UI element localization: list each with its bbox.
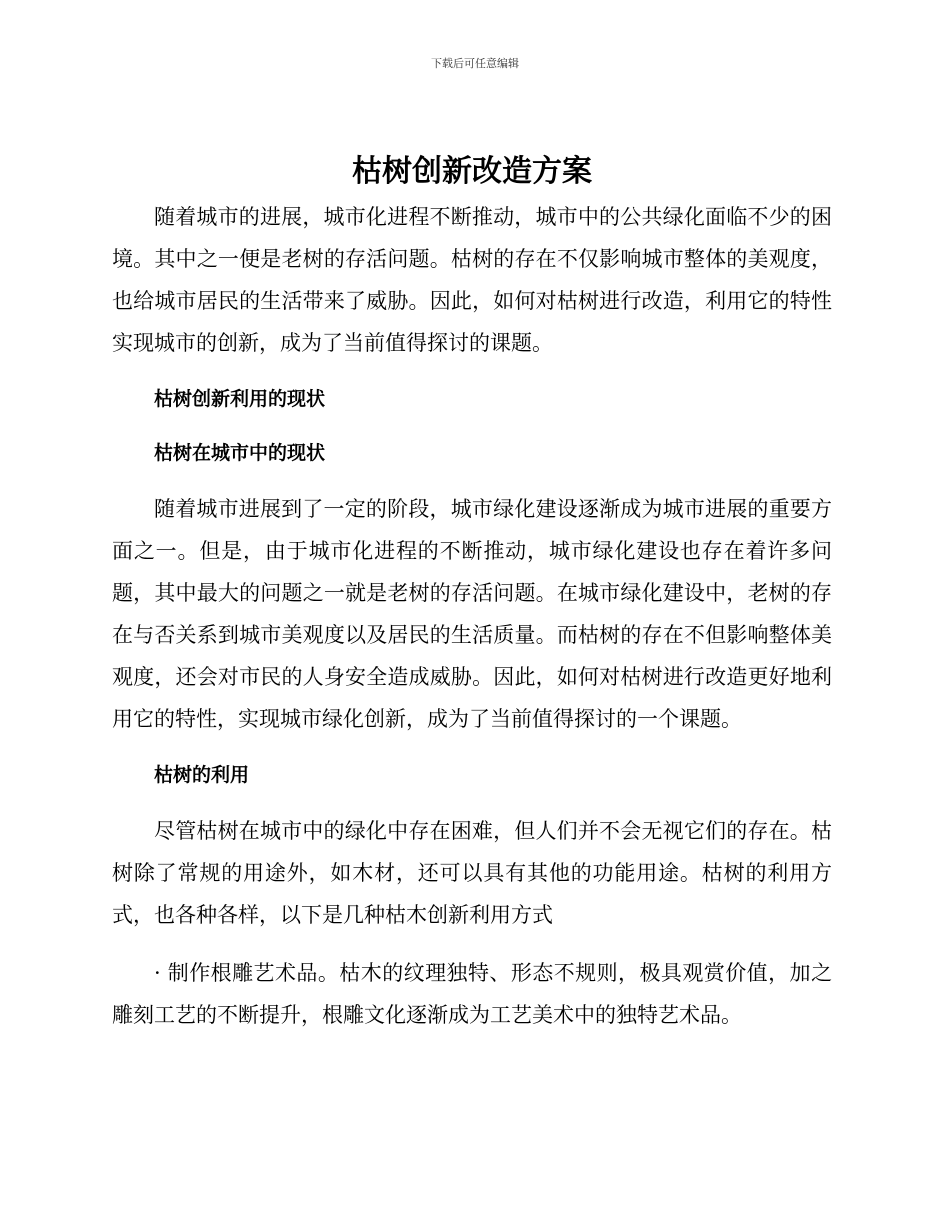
utilization-paragraph: 尽管枯树在城市中的绿化中存在困难，但人们并不会无视它们的存在。枯树除了常规的用途外，如木材，还可以具有其他的功能用途。枯树的利用方式，也各种各样，以下是几种枯木创新利用方式: [112, 819, 832, 927]
subsection-heading-city-status: 枯树在城市中的现状: [154, 442, 326, 464]
bullet-root-carving: · 制作根雕艺术品。枯木的纹理独特、形态不规则，极具观赏价值，加之雕刻工艺的不断提升，根雕文化逐渐成为工艺美术中的独特艺术品。: [112, 961, 832, 1027]
city-status-paragraph: 随着城市进展到了一定的阶段，城市绿化建设逐渐成为城市进展的重要方面之一。但是，由于城市化进程的不断推动，城市绿化建设也存在着许多问题，其中最大的问题之一就是老树的存活问题。在城市绿化建设中，老树的存在与否关系到城市美观度以及居民的生活质量。而枯树的存在不但影响整体美观度，还会对市民的人身安全造成威胁。因此，如何对枯树进行改造更好地利用它的特性，实现城市绿化创新，成为了当前值得探讨的一个课题。: [112, 497, 832, 731]
page-header: 下载后可任意编辑: [431, 57, 519, 70]
document-body: [112, 150, 832, 1036]
intro-paragraph: 随着城市的进展，城市化进程不断推动，城市中的公共绿化面临不少的困境。其中之一便是老树的存活问题。枯树的存在不仅影响城市整体的美观度，也给城市居民的生活带来了威胁。因此，如何对枯树进行改造，利用它的特性实现城市的创新，成为了当前值得探讨的课题。: [112, 205, 832, 355]
section-heading-current-status: 枯树创新利用的现状: [154, 388, 326, 410]
subsection-heading-utilization: 枯树的利用: [154, 764, 250, 786]
document-title: 枯树创新改造方案: [352, 154, 592, 189]
